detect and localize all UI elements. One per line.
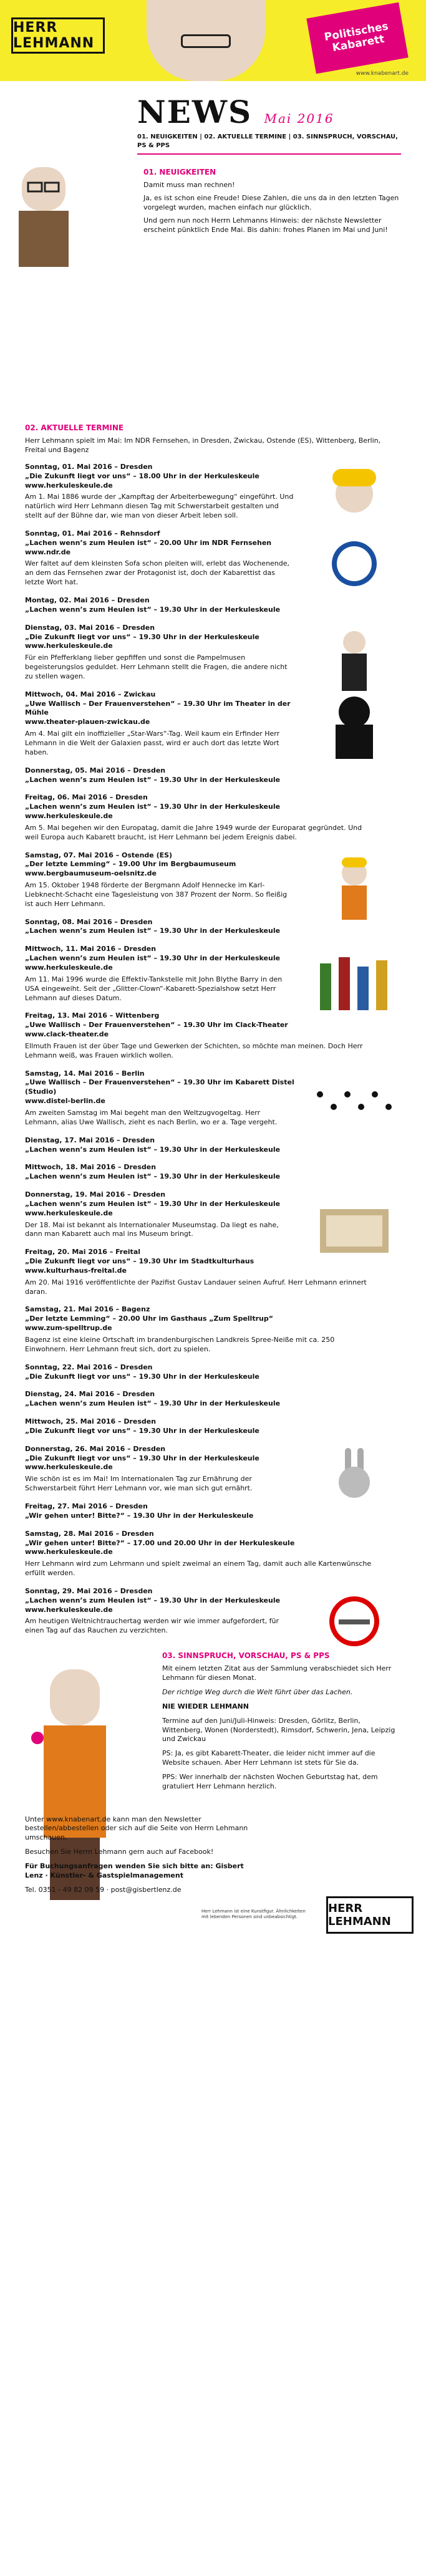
header <box>0 0 426 81</box>
event-date: Samstag, 28. Mai 2016 – Dresden <box>25 1529 154 1538</box>
kabarett-badge: Politisches Kabarett <box>306 2 408 74</box>
event-description: Am 5. Mai begehen wir den Europatag, damit die Jahre 1949 wurde der Europarat gegründet. Und weil Europa auch Kabarett braucht, ist Herr Lehmann bei jedem Ereignis dabei. <box>25 823 362 841</box>
news-issue: Mai 2016 <box>264 111 334 126</box>
event-date: Dienstag, 17. Mai 2016 – Dresden <box>25 1136 155 1144</box>
event-title: „Lachen wenn’s zum Heulen ist“ – 19.30 Uhr in der Herkuleskeule <box>25 605 281 614</box>
event-item <box>25 766 401 785</box>
event-title: „Die Zukunft liegt vor uns“ – 19.30 Uhr in der Herkuleskeule <box>25 1372 259 1381</box>
event-item <box>25 918 401 937</box>
event-description: Für ein Pfefferklang lieber gepfiffen und sonst die Pampelmusen begeisterungslos geduldet. Herr Lehmann stellt die Fragen, die andere nicht zu stellen wagen. <box>25 654 288 680</box>
outro-paragraph: PPS: Wer innerhalb der nächsten Wochen Geburtstag hat, dem gratuliert Herr Lehmann herzlich. <box>162 1772 378 1790</box>
event-item <box>25 1587 401 1636</box>
news-title <box>137 94 401 130</box>
news-text <box>143 167 401 238</box>
event-date: Mittwoch, 11. Mai 2016 – Dresden <box>25 945 157 953</box>
event-title: „Der letzte Lemming“ – 20.00 Uhr im Gasthaus „Zum Spelltrup“ <box>25 1315 273 1323</box>
event-item <box>25 1502 401 1521</box>
event-description: Ellmuth Frauen ist der über Tage und Gewerken der Schichten, so möchte man meinen. Doch Herr Lehmann weiß, was Frauen wirklich wollen. <box>25 1041 363 1059</box>
sign-illustration <box>307 529 401 598</box>
event-item <box>25 1417 401 1436</box>
event-link[interactable]: www.clack-theater.de <box>25 1030 109 1039</box>
event-date: Montag, 02. Mai 2016 – Dresden <box>25 596 150 604</box>
bottles-illustration <box>307 945 401 1013</box>
event-item <box>25 1190 401 1239</box>
brand-logo[interactable]: HERR LEHMANN <box>11 17 105 54</box>
event-item <box>25 1163 401 1182</box>
site-url[interactable]: www.knabenart.de <box>356 70 409 77</box>
event-date: Freitag, 06. Mai 2016 – Dresden <box>25 793 148 802</box>
event-title: „Uwe Wallisch – Der Frauenverstehen“ – 19.30 Uhr im Kabarett Distel (Studio) <box>25 1078 294 1096</box>
news-title-word: NEWS <box>137 94 253 130</box>
outro-paragraph: Mit einem letzten Zitat aus der Sammlung verabschiedet sich Herr Lehmann für diesen Monat. <box>162 1664 392 1682</box>
vader-illustration <box>307 690 401 759</box>
footer-line: Besuchen Sie Herrn Lehmann gern auch auf Facebook! <box>25 1848 214 1856</box>
event-date: Donnerstag, 05. Mai 2016 – Dresden <box>25 766 166 774</box>
event-description: Der 18. Mai ist bekannt als Internationaler Museumstag. Da liegt es nahe, dann man Kabarett auch mal ins Museum bringt. <box>25 1220 279 1238</box>
section-events <box>0 423 426 1636</box>
event-description: Am 20. Mai 1916 veröffentlichte der Pazifist Gustav Landauer seinen Aufruf. Herr Lehmann erinnert daran. <box>25 1278 367 1296</box>
section-heading: 03. SINNSPRUCH, VORSCHAU, PS & PPS <box>162 1651 330 1661</box>
footer-line: Tel. 0351 - 49 82 09 59 · post@gisbertlenz.de <box>25 1885 182 1894</box>
outro-signature: NIE WIEDER LEHMANN <box>162 1702 249 1710</box>
event-item <box>25 690 401 758</box>
event-item <box>25 851 401 909</box>
event-item <box>25 1305 401 1354</box>
footer-line: Unter www.knabenart.de kann man den Newsletter bestellen/abbestellen oder sich auf die Seite von Herrn Lehmann umschauen. <box>25 1815 248 1842</box>
event-description: Wie schön ist es im Mai! Im Internationalen Tag zur Ernährung der Schwerstarbeit führt Herr Lehmann vor, wie man sich gut ernährt. <box>25 1475 253 1493</box>
event-item <box>25 463 401 521</box>
event-date: Freitag, 27. Mai 2016 – Dresden <box>25 1502 148 1510</box>
event-title: „Lachen wenn’s zum Heulen ist“ – 19.30 Uhr in der Herkuleskeule <box>25 775 281 784</box>
footer-line: Für Buchungsanfragen wenden Sie sich bitte an: Gisbert Lenz · Künstler- & Gastspielmanagement <box>25 1861 244 1879</box>
event-date: Dienstag, 03. Mai 2016 – Dresden <box>25 623 155 632</box>
event-title: „Die Zukunft liegt vor uns“ – 19.30 Uhr in der Herkuleskeule <box>25 1454 259 1462</box>
divider <box>137 153 401 155</box>
event-date: Donnerstag, 19. Mai 2016 – Dresden <box>25 1190 166 1199</box>
event-date: Freitag, 13. Mai 2016 – Wittenberg <box>25 1011 160 1020</box>
event-item <box>25 624 401 682</box>
helmet-illustration <box>307 463 401 531</box>
event-title: „Die Zukunft liegt vor uns“ – 18.00 Uhr in der Herkuleskeule <box>25 471 259 480</box>
event-link[interactable]: www.ndr.de <box>25 548 71 556</box>
event-date: Freitag, 20. Mai 2016 – Freital <box>25 1248 141 1257</box>
section-heading: 01. NEUIGKEITEN <box>143 168 216 176</box>
event-link[interactable]: www.herkuleskeule.de <box>25 1605 113 1614</box>
event-date: Samstag, 14. Mai 2016 – Berlin <box>25 1069 145 1078</box>
events-intro: Herr Lehmann spielt im Mai: Im NDR Fernsehen, in Dresden, Zwickau, Ostende (ES), Wittenberg, Berlin, Freital und Bagenz <box>25 437 381 455</box>
footer <box>0 1803 426 1940</box>
lehmann-figure-illustration <box>6 142 81 267</box>
event-description: Am 4. Mai gilt ein inoffizieller „Star-Wars“-Tag. Weil kaum ein Erfinder Herr Lehmann in die Welt der Galaxien passt, wird er auch dort das letzte Wort haben. <box>25 730 280 756</box>
event-link[interactable]: www.herkuleskeule.de <box>25 812 113 821</box>
event-item <box>25 596 401 615</box>
event-date: Samstag, 07. Mai 2016 – Ostende (ES) <box>25 851 173 859</box>
event-title: „Lachen wenn’s zum Heulen ist“ – 19.30 Uhr in der Herkuleskeule <box>25 1399 281 1408</box>
event-title: „Lachen wenn’s zum Heulen ist“ – 19.30 Uhr in der Herkuleskeule <box>25 1199 281 1208</box>
event-date: Sonntag, 01. Mai 2016 – Dresden <box>25 462 153 471</box>
event-description: Am 15. Oktober 1948 förderte der Bergmann Adolf Hennecke im Karl-Liebknecht-Schacht eine Tagesleistung von 387 Prozent der Norm. So fleißig ist auch Herr Lehmann. <box>25 881 288 908</box>
event-title: „Lachen wenn’s zum Heulen ist“ – 19.30 Uhr in der Herkuleskeule <box>25 803 281 811</box>
event-date: Mittwoch, 04. Mai 2016 – Zwickau <box>25 690 156 698</box>
event-link[interactable]: www.kulturhaus-freital.de <box>25 1266 127 1275</box>
event-item <box>25 1363 401 1382</box>
event-description: Am 1. Mai 1886 wurde der „Kampftag der Arbeiterbewegung“ eingeführt. Und natürlich wird Herr Lehmann diesen Tag mit Schwerstarbeit gestalten und stellt auf der Bühne dar, wie man von dieser Arbeit leben soll. <box>25 493 294 520</box>
event-item <box>25 1136 401 1155</box>
outro-paragraph: Termine auf den Juni/Juli-Hinweis: Dresden, Görlitz, Berlin, Wittenberg, Wonen (Norderstedt), Rimsdorf, Schwerin, Jena, Leipzig und Zwickau <box>162 1716 395 1744</box>
event-link[interactable]: www.distel-berlin.de <box>25 1097 105 1106</box>
event-date: Sonntag, 08. Mai 2016 – Dresden <box>25 917 153 926</box>
event-title: „Die Zukunft liegt vor uns“ – 19.30 Uhr im Stadtkulturhaus <box>25 1257 254 1266</box>
section-heading: 02. AKTUELLE TERMINE <box>25 423 124 432</box>
event-item <box>25 1390 401 1409</box>
event-link[interactable]: www.theater-plauen-zwickau.de <box>25 718 150 726</box>
event-description: Bagenz ist eine kleine Ortschaft im brandenburgischen Landkreis Spree-Neiße mit ca. 250 Einwohnern. Herr Lehmann freut sich, dort zu spielen. <box>25 1336 335 1353</box>
section-news <box>0 161 426 417</box>
event-title: „Lachen wenn’s zum Heulen ist“ – 19.30 Uhr in der Herkuleskeule <box>25 1596 281 1604</box>
section-outro <box>0 1644 426 1802</box>
event-link[interactable]: www.herkuleskeule.de <box>25 1548 113 1556</box>
event-title: „Wir gehen unter! Bitte?“ – 19.30 Uhr in der Herkuleskeule <box>25 1511 254 1520</box>
news-paragraph: Ja, es ist schon eine Freude! Diese Zahlen, die uns da in den letzten Tagen vorgelegt wurden, machen einfach nur glücklich. <box>143 194 399 211</box>
event-link[interactable]: www.herkuleskeule.de <box>25 1463 113 1472</box>
footer-text <box>25 1815 249 1895</box>
event-title: „Der letzte Lemming“ – 19.00 Uhr im Bergbaumuseum <box>25 860 236 869</box>
event-title: „Lachen wenn’s zum Heulen ist“ – 19.30 Uhr in der Herkuleskeule <box>25 954 281 963</box>
birds-illustration <box>307 1069 401 1138</box>
event-date: Samstag, 21. Mai 2016 – Bagenz <box>25 1305 150 1314</box>
event-link[interactable]: www.herkuleskeule.de <box>25 481 113 490</box>
footer-logo[interactable]: HERR LEHMANN <box>326 1896 414 1934</box>
event-description: Am 11. Mai 1996 wurde die Effektiv-Tankstelle mit John Blythe Barry in den USA eingeweiht. Seit der „Glitter-Clown“-Kabarett-Spezialshow setzt Herr Lehmann auf dieses Datum. <box>25 975 283 1002</box>
event-title: „Uwe Wallisch – Der Frauenverstehen“ – 19.30 Uhr im Clack-Theater <box>25 1021 288 1030</box>
event-date: Mittwoch, 18. Mai 2016 – Dresden <box>25 1163 157 1172</box>
event-link[interactable]: www.zum-spelltrup.de <box>25 1324 112 1333</box>
event-item <box>25 1248 401 1296</box>
event-date: Sonntag, 22. Mai 2016 – Dresden <box>25 1363 153 1371</box>
person-illustration <box>307 624 401 692</box>
event-title: „Wir gehen unter! Bitte?“ – 17.00 und 20.00 Uhr in der Herkuleskeule <box>25 1538 295 1547</box>
event-title: „Die Zukunft liegt vor uns“ – 19.30 Uhr in der Herkuleskeule <box>25 1426 259 1435</box>
event-item <box>25 1445 401 1493</box>
event-date: Sonntag, 29. Mai 2016 – Dresden <box>25 1586 153 1595</box>
event-title: „Uwe Wallisch – Der Frauenverstehen“ – 19.30 Uhr im Theater in der Mühle <box>25 699 291 717</box>
event-title: „Lachen wenn’s zum Heulen ist“ – 19.30 Uhr in der Herkuleskeule <box>25 1172 281 1181</box>
outro-paragraph: PS: Ja, es gibt Kabarett-Theater, die leider nicht immer auf die Website schauen. Aber Herr Lehmann ist stets für Sie da. <box>162 1749 375 1767</box>
event-item <box>25 793 401 842</box>
event-item <box>25 1530 401 1578</box>
portrait-illustration <box>147 0 265 81</box>
event-link[interactable]: www.herkuleskeule.de <box>25 642 113 650</box>
event-item <box>25 1011 401 1060</box>
event-date: Donnerstag, 26. Mai 2016 – Dresden <box>25 1444 166 1453</box>
event-title: „Lachen wenn’s zum Heulen ist“ – 20.00 Uhr im NDR Fernsehen <box>25 538 272 547</box>
news-paragraph: Damit muss man rechnen! <box>143 181 235 190</box>
event-description: Herr Lehmann wird zum Lehrmann und spielt zweimal an einem Tag, damit auch alle Kartenwünsche erfüllt werden. <box>25 1560 372 1578</box>
event-link[interactable]: www.herkuleskeule.de <box>25 1208 113 1217</box>
event-item <box>25 1069 401 1127</box>
event-item <box>25 529 401 587</box>
event-link[interactable]: www.bergbaumuseum-oelsnitz.de <box>25 869 157 878</box>
news-subtitle: 01. NEUIGKEITEN | 02. AKTUELLE TERMINE | 03. SINNSPRUCH, VORSCHAU, PS & PPS <box>137 133 398 149</box>
event-description: Wer faltet auf dem kleinsten Sofa schon pleiten will, erlebt das Wochenende, an dem das Fernsehen zwar der Protagonist ist, doch der Kabarettist das letzte Wort hat. <box>25 559 290 587</box>
event-title: „Lachen wenn’s zum Heulen ist“ – 19.30 Uhr in der Herkuleskeule <box>25 927 281 935</box>
event-title: „Lachen wenn’s zum Heulen ist“ – 19.30 Uhr in der Herkuleskeule <box>25 1145 281 1154</box>
outro-quote: Der richtige Weg durch die Welt führt über das Lachen. <box>162 1687 353 1696</box>
glasses-shape <box>181 34 231 48</box>
event-description: Am zweiten Samstag im Mai begeht man den Weltzugvogeltag. Herr Lehmann, alias Uwe Wallisch, zieht es nach Berlin, wo er a. Tage vergeht. <box>25 1108 278 1126</box>
event-date: Mittwoch, 25. Mai 2016 – Dresden <box>25 1417 157 1426</box>
event-link[interactable]: www.herkuleskeule.de <box>25 963 113 972</box>
event-date: Sonntag, 01. Mai 2016 – Rehnsdorf <box>25 529 160 538</box>
footer-smallprint: Herr Lehmann ist eine Kunstfigur. Ähnlichkeiten mit lebenden Personen sind unbeabsichtigt. <box>201 1908 306 1919</box>
miner-illustration <box>307 851 401 920</box>
event-date: Dienstag, 24. Mai 2016 – Dresden <box>25 1390 155 1399</box>
news-paragraph: Und gern nun noch Herrn Lehmanns Hinweis: der nächste Newsletter erscheint pünktlich Ende Mai. Bis dahin: frohes Planen im Mai und Juni! <box>143 216 388 234</box>
event-item <box>25 945 401 1003</box>
event-title: „Die Zukunft liegt vor uns“ – 19.30 Uhr in der Herkuleskeule <box>25 632 259 641</box>
event-description: Am heutigen Weltnichtrauchertag werden wir wie immer aufgefordert, für einen Tag auf das Rauchen zu verzichten. <box>25 1617 279 1635</box>
